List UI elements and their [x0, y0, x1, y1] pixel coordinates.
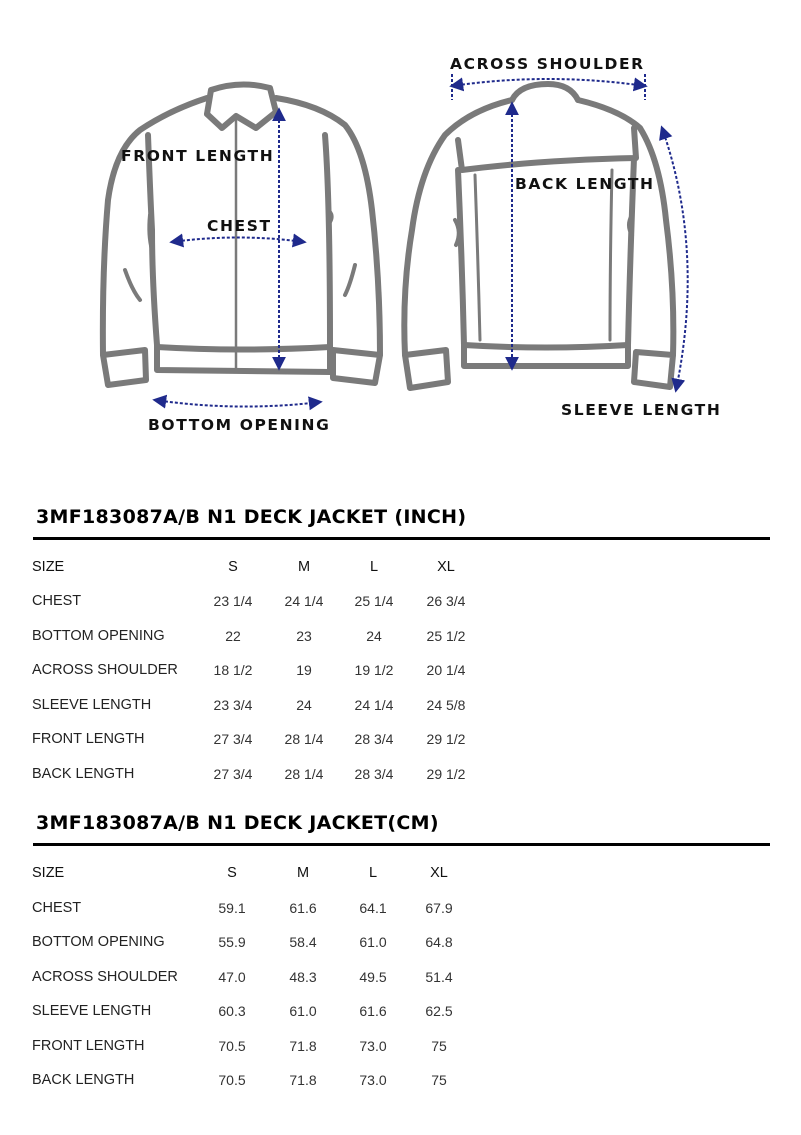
measurement-value: 73.0: [359, 1072, 387, 1088]
table-row: [0, 697, 801, 717]
measurement-value: 51.4: [425, 969, 453, 985]
measurement-value: 60.3: [218, 1003, 246, 1019]
measurement-value: 25 1/4: [354, 593, 394, 609]
size-column-header: L: [368, 865, 378, 881]
measurement-value: 27 3/4: [213, 766, 253, 782]
measurement-name: ACROSS SHOULDER: [32, 969, 178, 985]
sleeve-length-label: SLEEVE LENGTH: [561, 401, 722, 419]
measurement-name: FRONT LENGTH: [32, 1038, 145, 1054]
title-divider: [33, 843, 770, 846]
measurement-value: 55.9: [218, 934, 246, 950]
measurement-value: 24 1/4: [284, 593, 324, 609]
measurement-name: CHEST: [32, 900, 82, 916]
measurement-value: 24 5/8: [426, 697, 466, 713]
measurement-name: BOTTOM OPENING: [32, 628, 165, 644]
jacket-measurement-diagram: [0, 0, 801, 460]
measurement-value: 28 3/4: [354, 766, 394, 782]
measurement-value: 29 1/2: [426, 731, 466, 747]
measurement-value: 28 1/4: [284, 766, 324, 782]
measurement-value: 20 1/4: [426, 662, 466, 678]
table-row: [0, 766, 801, 786]
measurement-value: 27 3/4: [213, 731, 253, 747]
measurement-value: 61.6: [359, 1003, 387, 1019]
table-row: [0, 934, 801, 954]
measurement-value: 24 1/4: [354, 697, 394, 713]
measurement-value: 73.0: [359, 1038, 387, 1054]
measurement-value: 23 3/4: [213, 697, 253, 713]
measurement-value: 48.3: [289, 969, 317, 985]
bottom-opening-arrow: [155, 400, 320, 407]
measurement-value: 28 3/4: [354, 731, 394, 747]
title-divider: [33, 537, 770, 540]
measurement-name: BACK LENGTH: [32, 766, 135, 782]
measurement-name: SLEEVE LENGTH: [32, 1003, 152, 1019]
measurement-value: 25 1/2: [426, 628, 466, 644]
table-row: [0, 662, 801, 682]
measurement-value: 19: [296, 662, 312, 678]
measurement-value: 28 1/4: [284, 731, 324, 747]
measurement-value: 75: [431, 1072, 447, 1088]
measurement-name: CHEST: [32, 593, 82, 609]
chest-arrow: [172, 238, 304, 243]
across-shoulder-label: ACROSS SHOULDER: [450, 55, 645, 73]
measurement-value: 67.9: [425, 900, 453, 916]
measurement-value: 23 1/4: [213, 593, 253, 609]
size-column-header: M: [297, 559, 311, 575]
measurement-value: 23: [296, 628, 312, 644]
table-row: [0, 969, 801, 989]
measurement-name: BACK LENGTH: [32, 1072, 135, 1088]
measurement-value: 29 1/2: [426, 766, 466, 782]
measurement-value: 18 1/2: [213, 662, 253, 678]
measurement-value: 64.8: [425, 934, 453, 950]
measurement-value: 61.6: [289, 900, 317, 916]
measurement-value: 71.8: [289, 1038, 317, 1054]
measurement-value: 24: [296, 697, 312, 713]
back-length-label: BACK LENGTH: [515, 175, 655, 193]
measurement-value: 70.5: [218, 1038, 246, 1054]
measurement-value: 19 1/2: [354, 662, 394, 678]
size-column-header: XL: [430, 865, 448, 881]
measurement-name: FRONT LENGTH: [32, 731, 145, 747]
measurement-value: 61.0: [359, 934, 387, 950]
measurement-value: 70.5: [218, 1072, 246, 1088]
table-header-row: [0, 559, 801, 579]
table-row: [0, 1072, 801, 1092]
measurement-name: BOTTOM OPENING: [32, 934, 165, 950]
chest-label: CHEST: [207, 217, 272, 235]
measurement-value: 75: [431, 1038, 447, 1054]
table-row: [0, 1003, 801, 1023]
measurement-value: 47.0: [218, 969, 246, 985]
measurement-name: SLEEVE LENGTH: [32, 697, 152, 713]
size-header-label: SIZE: [32, 559, 65, 575]
measurement-value: 24: [366, 628, 382, 644]
size-header-label: SIZE: [32, 865, 65, 881]
table-header-row: [0, 865, 801, 885]
table-row: [0, 593, 801, 613]
measurement-value: 22: [225, 628, 241, 644]
measurement-value: 26 3/4: [426, 593, 466, 609]
table-row: [0, 731, 801, 751]
table-row: [0, 900, 801, 920]
front-length-label: FRONT LENGTH: [121, 147, 275, 165]
table-row: [0, 1038, 801, 1058]
table-title: 3MF183087A/B N1 DECK JACKET (INCH): [36, 506, 467, 528]
size-column-header: L: [369, 559, 379, 575]
measurement-value: 59.1: [218, 900, 246, 916]
table-title: 3MF183087A/B N1 DECK JACKET(CM): [36, 812, 439, 834]
table-row: [0, 628, 801, 648]
measurement-value: 61.0: [289, 1003, 317, 1019]
size-column-header: M: [296, 865, 310, 881]
back-jacket-illustration: [404, 84, 673, 388]
measurement-value: 49.5: [359, 969, 387, 985]
bottom-opening-label: BOTTOM OPENING: [148, 416, 331, 434]
size-column-header: S: [227, 865, 237, 881]
size-column-header: XL: [437, 559, 455, 575]
measurement-value: 62.5: [425, 1003, 453, 1019]
measurement-value: 58.4: [289, 934, 317, 950]
measurement-value: 64.1: [359, 900, 387, 916]
measurement-value: 71.8: [289, 1072, 317, 1088]
measurement-name: ACROSS SHOULDER: [32, 662, 178, 678]
size-column-header: S: [228, 559, 238, 575]
